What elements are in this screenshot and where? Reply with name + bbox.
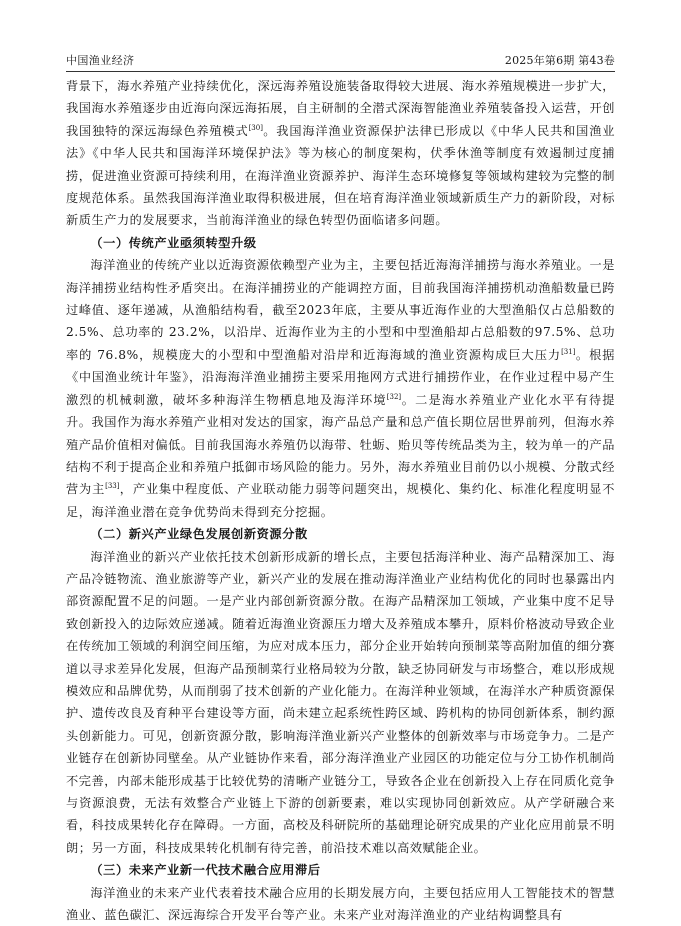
- issue-info: 2025年第6期 第43卷: [504, 54, 615, 67]
- text-run: 海洋渔业的传统产业以近海资源依赖型产业为主，主要包括近海海洋捕捞与海水养殖业。一是海洋捕捞业结构性矛盾突出。在海洋捕捞业的产能调控方面，目前我国海洋捕捞机动渔船数量已跨过峰值、逐年递减，从渔船结构看，截至2023年底，主要从事近海作业的大型渔船仅占总船数的 2.5%、总功率的 23.2%，以沿岸、近海作业为主的小型和中型渔船却占总船数的97.5%、总功率的 76.8%，规模庞大的小型和中型渔船对沿岸和近海海域的渔业资源构成巨大压力: [66, 258, 615, 362]
- body-paragraph: [66, 882, 615, 926]
- body-paragraph: [66, 75, 615, 232]
- section-heading: （二）新兴产业绿色发展创新资源分散: [90, 527, 308, 542]
- text-run: 。二是海水养殖业产业化水平有待提升。我国作为海水养殖产业相对发达的国家，海产品总产量和总产值长期位居世界前列，但海水养殖产品价值相对偏低。目前我国海水养殖仍以海带、牡蛎、贻贝等传统品类为主，较为单一的产品结构不利于提高企业和养殖户抵御市场风险的能力。另外，海水养殖业目前仍以小规模、分散式经营为主: [66, 392, 615, 497]
- text-run: 海洋渔业的新兴产业依托技术创新形成新的增长点，主要包括海洋种业、海产品精深加工、海产品冷链物流、渔业旅游等产业，新兴产业的发展在推动海洋渔业产业结构优化的同时也暴露出内部资源配置不足的问题。一是产业内部创新资源分散。在海产品精深加工领域，产业集中度不足导致创新投入的边际效应递减。随着近海渔业资源压力增大及养殖成本攀升，原料价格波动导致企业在传统加工领域的利润空间压缩，为应对成本压力，部分企业开始转向预制菜等高附加值的细分赛道以寻求差异化发展，但海产品预制菜行业格局较为分散，缺乏协同研发与市场整合，难以形成规模效应和品牌优势，从而削弱了技术创新的产业化能力。在海洋种业领域，在海洋水产种质资源保护、遗传改良及育种平台建设等方面，尚未建立起系统性跨区域、跨机构的协同创新体系，制约源头创新能力。可见，创新资源分散，影响海洋渔业新兴产业整体的创新效率与市场竞争力。二是产业链存在创新协同壁垒。从产业链协作来看，部分海洋渔业产业园区的功能定位与分工协作机制尚不完善，内部未能形成基于比较优势的清晰产业链分工，导致各企业在创新投入上存在同质化竞争与资源浪费，无法有效整合产业链上下游的创新要素，难以实现协同创新效应。从产学研融合来看，科技成果转化存在障碍。一方面，高校及科研院所的基础理论研究成果的产业化应用前景不明朗；另一方面，科技成果转化机制有待完善，前沿技术难以高效赋能企业。: [66, 549, 615, 855]
- citation-ref: [33]: [105, 482, 120, 491]
- section-heading: （一）传统产业亟须转型升级: [90, 235, 257, 250]
- body-paragraph: [66, 546, 615, 860]
- text-run: 海洋渔业的未来产业代表着技术融合应用的长期发展方向，主要包括应用人工智能技术的智慧渔业、蓝色碳汇、深远海综合开发平台等产业。未来产业对海洋渔业的产业结构调整具有: [66, 885, 615, 923]
- text-run: 。根据《中国渔业统计年鉴》，沿海海洋渔业捕捞主要采用拖网方式进行捕捞作业，在作业过程中易产生激烈的机械刺激，破坏多种海洋生物栖息地及海洋环境: [66, 347, 615, 407]
- text-run: 。我国海洋渔业资源保护法律已形成以《中华人民共和国渔业法》《中华人民共和国海洋环境保护法》等为核心的制度架构，伏季休渔等制度有效遏制过度捕捞，促进渔业资源可持续利用，在海洋渔业资源养护、海洋生态环境修复等领域构建较为完整的制度规范体系。虽然我国海洋渔业取得积极进展，但在培育海洋渔业领域新质生产力的新阶段，对标新质生产力的发展要求，当前海洋渔业的绿色转型仍面临诸多问题。: [66, 123, 615, 228]
- section-heading: （三）未来产业新一代技术融合应用滞后: [90, 863, 321, 878]
- body-paragraph: [66, 254, 615, 523]
- header-rule: [66, 71, 615, 72]
- citation-ref: [31]: [561, 347, 576, 356]
- citation-ref: [32]: [386, 392, 402, 401]
- article-body: [66, 75, 615, 926]
- journal-name: 中国渔业经济: [66, 54, 135, 67]
- text-run: 背景下，海水养殖产业持续优化，深远海养殖设施装备取得较大进展、海水养殖规模进一步扩大，我国海水养殖逐步由近海向深远海拓展，自主研制的全潜式深海智能渔业养殖装备投入运营，开创我国独特的深远海绿色养殖模式: [66, 79, 615, 138]
- running-header: [66, 52, 615, 70]
- citation-ref: [30]: [248, 123, 263, 132]
- text-run: ，产业集中程度低、产业联动能力弱等问题突出，规模化、集约化、标准化程度明显不足，海洋渔业潜在竞争优势尚未得到充分挖掘。: [66, 482, 615, 519]
